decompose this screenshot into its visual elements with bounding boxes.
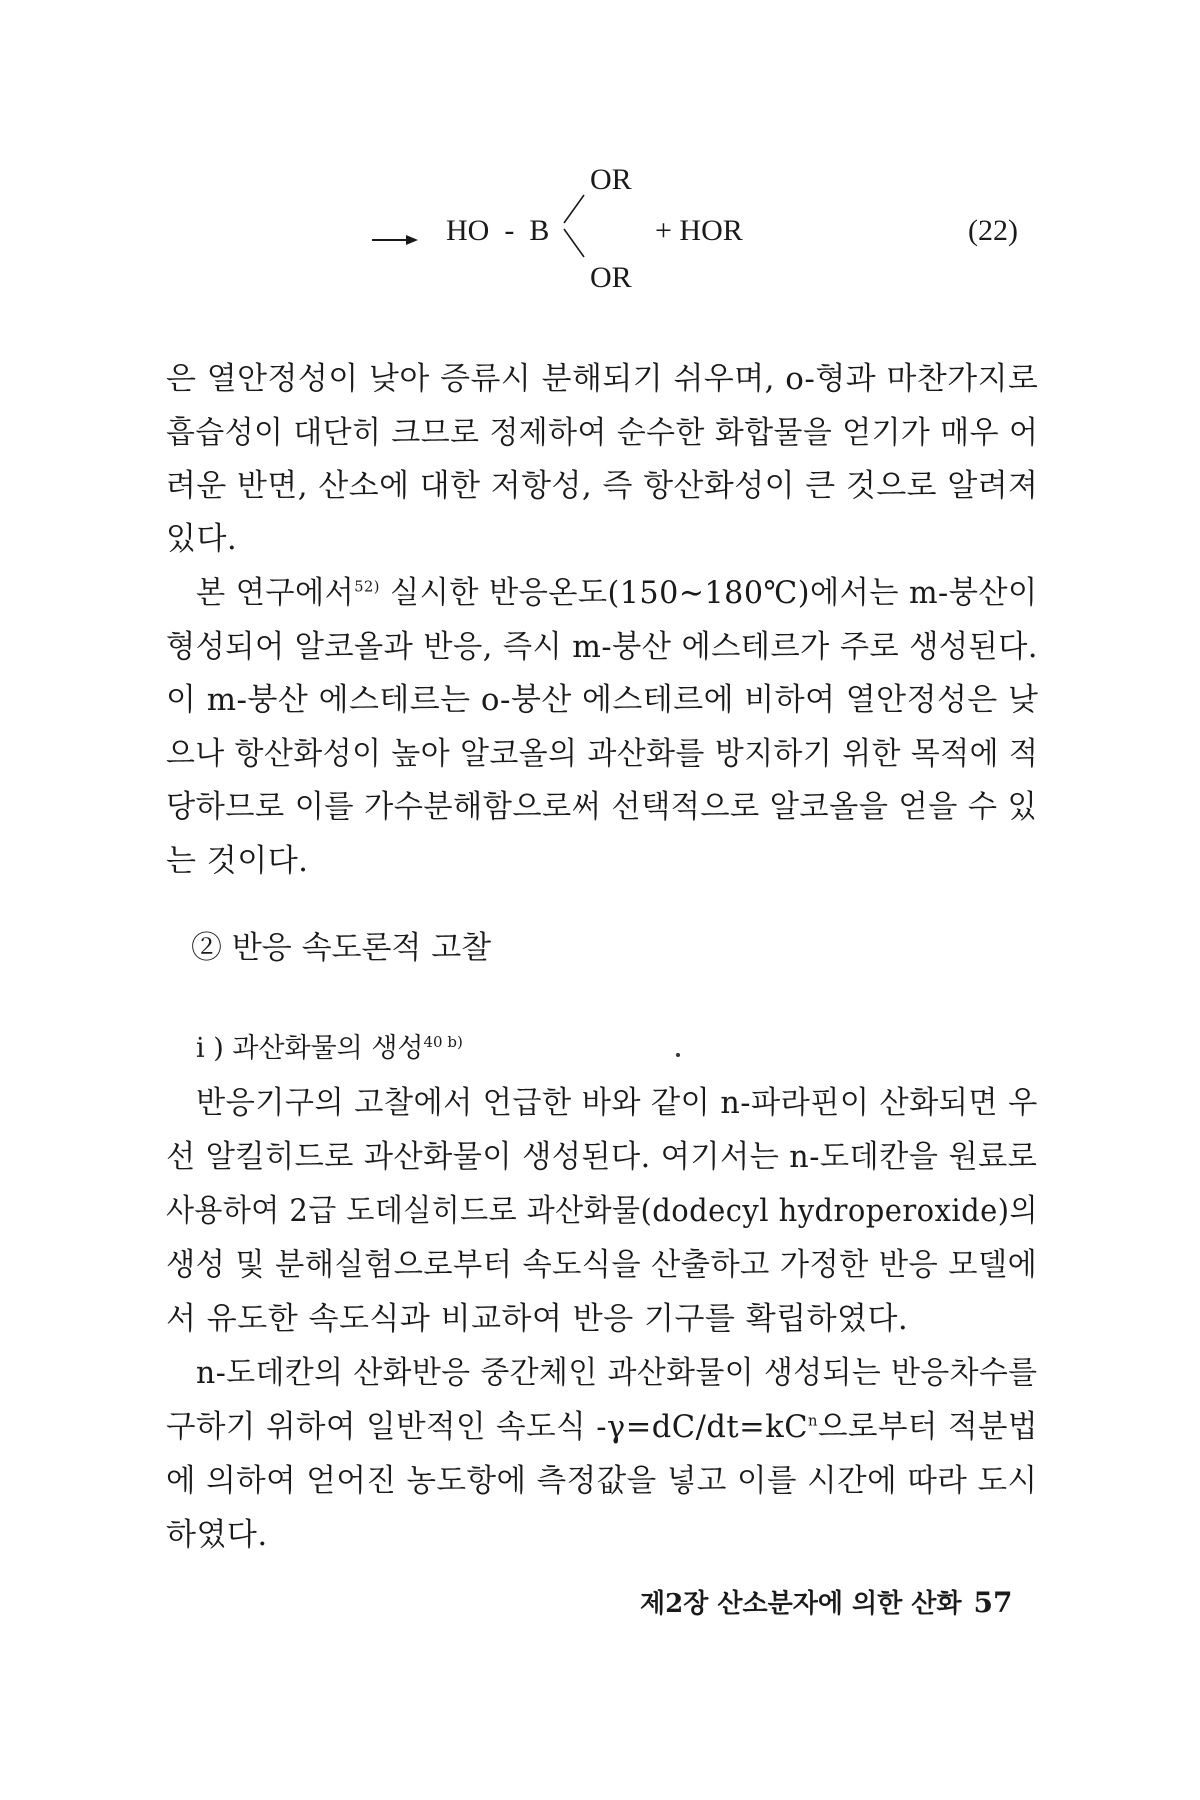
- equation-or-bottom: OR: [590, 261, 632, 294]
- paragraph-line: 은 열안정성이 낮아 증류시 분해되기 쉬우며, o-형과 마찬가지로: [166, 361, 1039, 397]
- paragraph-line: 있다.: [166, 521, 238, 557]
- paragraph-line: 서 유도한 속도식과 비교하여 반응 기구를 확립하였다.: [166, 1301, 909, 1337]
- text-run: 본 연구에서: [196, 575, 355, 611]
- paragraph-line: 려운 반면, 산소에 대한 저항성, 즉 항산화성이 큰 것으로 알려져: [166, 468, 1039, 504]
- paragraph-line: 으나 항산화성이 높아 알코올의 과산화를 방지하기 위한 목적에 적: [166, 736, 1039, 772]
- equation-product: + HOR: [655, 214, 743, 247]
- paragraph-line: 생성 및 분해실험으로부터 속도식을 산출하고 가정한 반응 모델에: [166, 1247, 1038, 1283]
- section-heading: ② 반응 속도론적 고찰: [191, 930, 492, 966]
- reference-superscript: 52): [354, 577, 380, 596]
- paragraph-line: 는 것이다.: [166, 843, 309, 879]
- text-run: 으로부터 적분법: [818, 1409, 1038, 1445]
- paragraph-line: n-도데칸의 산화반응 중간체인 과산화물이 생성되는 반응차수를: [196, 1355, 1038, 1391]
- paragraph-line: 당하므로 이를 가수분해함으로써 선택적으로 알코올을 얻을 수 있: [166, 789, 1038, 825]
- chapter-title: 제2장 산소분자에 의한 산화: [640, 1589, 962, 1619]
- text-run: 실시한 반응온도(150∼180℃)에서는 m-붕산이: [379, 575, 1038, 611]
- paragraph-line: 하였다.: [166, 1517, 268, 1553]
- page-footer: [640, 1586, 1013, 1621]
- paragraph-line: 반응기구의 고찰에서 언급한 바와 같이 n-파라핀이 산화되면 우: [196, 1085, 1038, 1121]
- page-number: 57: [973, 1586, 1013, 1619]
- paragraph-line: 선 알킬히드로 과산화물이 생성된다. 여기서는 n-도데칸을 원료로: [166, 1139, 1038, 1175]
- reference-superscript: 40 b): [423, 1033, 463, 1051]
- exponent-superscript: n: [808, 1411, 819, 1430]
- paragraph-line: 에 의하여 얻어진 농도항에 측정값을 넣고 이를 시간에 따라 도시: [166, 1463, 1038, 1499]
- paragraph-line: 흡습성이 대단히 크므로 정제하여 순수한 화합물을 얻기가 매우 어: [166, 415, 1039, 451]
- paragraph-line: 사용하여 2급 도데실히드로 과산화물(dodecyl hydroperoxide)의: [166, 1193, 1038, 1229]
- equation-or-top: OR: [590, 163, 632, 196]
- subsection-title: i ) 과산화물의 생성: [196, 1033, 424, 1064]
- equation-number: (22): [968, 214, 1018, 247]
- equation-boron-center: HO - B: [446, 214, 550, 247]
- paragraph-line: [166, 1407, 1038, 1447]
- paragraph-line: 이 m-붕산 에스테르는 o-붕산 에스테르에 비하여 열안정성은 낮: [166, 682, 1039, 718]
- text-run: 구하기 위하여 일반적인 속도식 -γ=dC/dt=kC: [166, 1409, 809, 1445]
- paragraph-line: 형성되어 알코올과 반응, 즉시 m-붕산 에스테르가 주로 생성된다.: [166, 629, 1038, 665]
